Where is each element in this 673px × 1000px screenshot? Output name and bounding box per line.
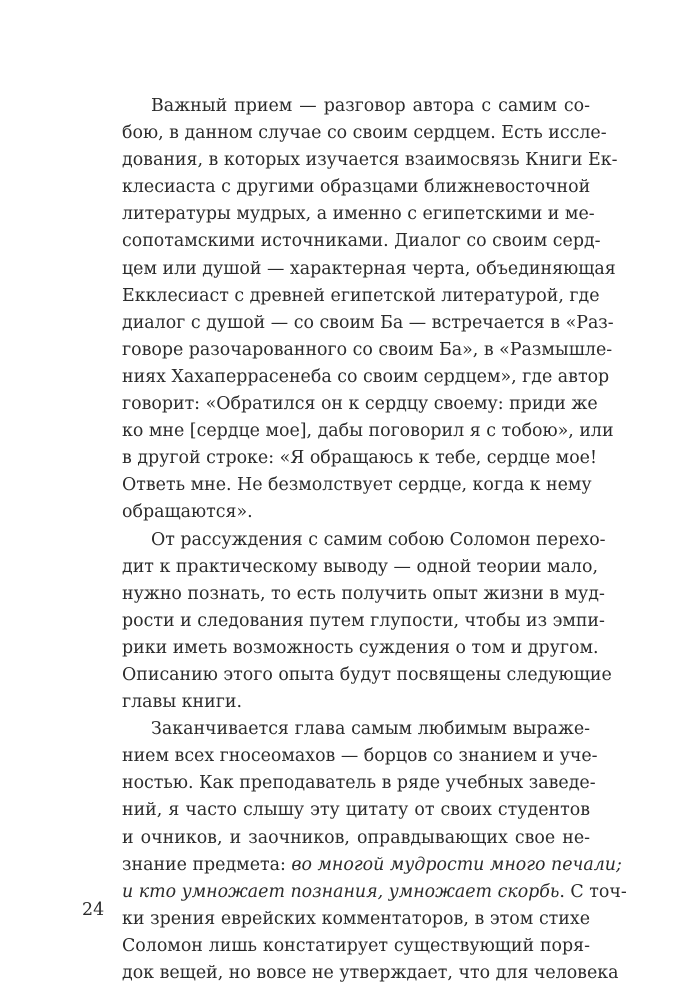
text-segment: цем или душой — характерная черта, объединяющая: [122, 258, 616, 279]
text-line: [122, 499, 590, 526]
text-segment: ко мне [сердце мое], дабы поговорил я с тобою», или: [122, 421, 614, 442]
text-segment: и очников, и заочников, оправдывающих свое не-: [122, 827, 590, 848]
text-segment: ниях Хахаперрасенеба со своим сердцем», где автор: [122, 366, 610, 387]
text-line: [122, 554, 598, 581]
text-segment: . С точ-: [559, 881, 627, 902]
text-segment: Ответь мне. Не безмолствует сердце, когда к нему: [122, 475, 592, 496]
text-line: [122, 906, 590, 933]
text-line: [122, 716, 590, 743]
text-line: [122, 879, 627, 906]
text-line: [122, 445, 597, 472]
text-line: [122, 743, 598, 770]
text-line: [122, 635, 599, 662]
text-segment: обращаются».: [122, 502, 253, 523]
text-segment: говорит: «Обратился он к сердцу своему: приди же: [122, 394, 598, 415]
text-line: [122, 581, 605, 608]
text-segment: дования, в которых изучается взаимосвязь Книги Ек-: [122, 150, 618, 171]
text-segment: ний, я часто слышу эту цитату от своих студентов: [122, 800, 590, 821]
text-line: [122, 228, 601, 255]
text-segment: ностью. Как преподаватель в ряде учебных заведе-: [122, 773, 596, 794]
paragraph: [122, 527, 612, 717]
text-line: [122, 283, 600, 310]
text-segment: От рассуждения с самим собою Соломон перехо-: [151, 529, 606, 550]
text-segment: ки зрения еврейских комментаторов, в этом стихе: [122, 908, 590, 929]
text-segment: диалог с душой — со своим Ба — встречается в «Раз-: [122, 312, 614, 333]
paragraph: [122, 716, 627, 987]
text-segment: Заканчивается глава самым любимым выраже-: [151, 719, 590, 740]
text-line: [122, 527, 606, 554]
text-segment: нужно познать, то есть получить опыт жизни в муд-: [122, 583, 605, 604]
text-segment: говоре разочарованного со своим Ба», в «Размышле-: [122, 339, 613, 360]
text-line: [122, 472, 590, 499]
italic-quote: во многой мудрости много печали;: [291, 854, 622, 875]
text-line: [122, 256, 616, 283]
text-segment: главы книги.: [122, 692, 242, 713]
text-line: [122, 120, 607, 147]
text-line: [122, 689, 590, 716]
text-line: [122, 933, 590, 960]
text-segment: Соломон лишь констатирует существующий поря-: [122, 935, 590, 956]
text-segment: нием всех гносеомахов — борцов со знанием и уче-: [122, 746, 598, 767]
text-line: [122, 310, 614, 337]
text-line: [122, 797, 590, 824]
text-segment: док вещей, но вовсе не утверждает, что для человека: [122, 963, 619, 983]
text-line: [122, 662, 612, 689]
text-segment: Екклесиаст с древней египетской литературой, где: [122, 285, 600, 306]
text-line: [122, 364, 610, 391]
text-line: [122, 960, 619, 987]
text-segment: в другой строке: «Я обращаюсь к тебе, сердце мое!: [122, 448, 597, 469]
text-segment: клесиаста с другими образцами ближневосточной: [122, 177, 591, 198]
text-line: [122, 337, 613, 364]
text-line: [122, 93, 590, 120]
text-line: [122, 391, 598, 418]
text-segment: рости и следования путем глупости, чтобы из эмпи-: [122, 610, 605, 631]
text-line: [122, 174, 590, 201]
body-text: [122, 93, 627, 987]
italic-quote: и кто умножает познания, умножает скорбь: [122, 881, 560, 902]
text-segment: рики иметь возможность суждения о том и другом.: [122, 637, 599, 658]
text-line: [122, 852, 622, 879]
paragraph: [122, 93, 618, 527]
page-number: 24: [82, 900, 105, 920]
text-line: [122, 770, 596, 797]
text-line: [122, 147, 618, 174]
text-segment: бою, в данном случае со своим сердцем. Есть иссле-: [122, 123, 607, 144]
text-segment: Важный прием — разговор автора с самим со-: [151, 96, 590, 116]
text-line: [122, 825, 590, 852]
text-segment: знание предмета:: [122, 854, 292, 875]
text-line: [122, 418, 614, 445]
text-line: [122, 608, 605, 635]
text-line: [122, 201, 595, 228]
text-segment: Описанию этого опыта будут посвящены следующие: [122, 664, 612, 685]
text-segment: литературы мудрых, а именно с египетскими и ме-: [122, 204, 595, 225]
text-segment: дит к практическому выводу — одной теории мало,: [122, 556, 598, 577]
text-segment: сопотамскими источниками. Диалог со своим серд-: [122, 231, 601, 252]
